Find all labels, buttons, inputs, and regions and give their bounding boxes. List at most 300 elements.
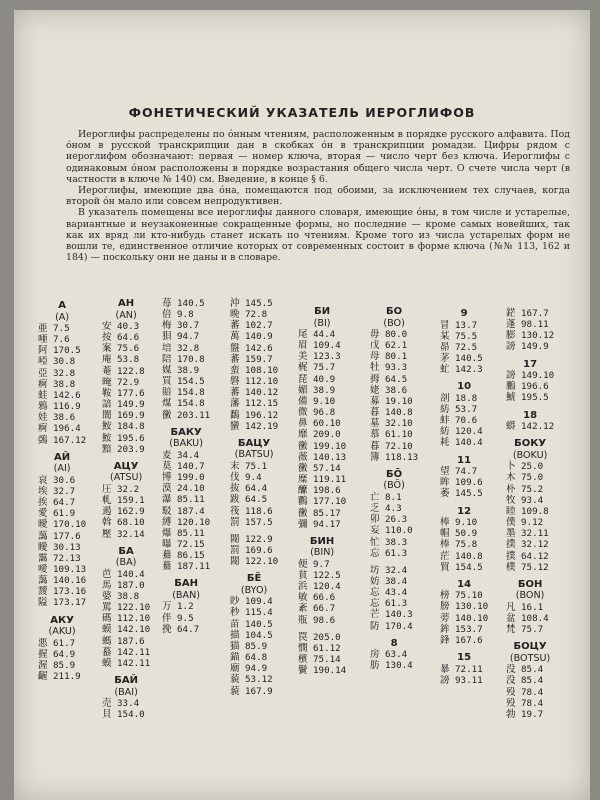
romaji-reading: (BATSU) [234,449,274,461]
radical-stroke-number: 32.4 [385,564,408,576]
kanji-glyph: 鼻 [298,418,308,430]
radical-stroke-number: 154.0 [117,709,145,721]
index-entry [102,709,150,720]
radical-stroke-number: 19.7 [521,708,544,720]
index-entry [370,374,418,385]
radical-stroke-number: 74.7 [455,466,478,478]
kanji-glyph: 妄 [370,525,380,537]
kanji-glyph: 蟆 [102,624,112,636]
radical-stroke-number: 64.8 [245,652,268,664]
kanji-glyph: 憫 [298,642,308,654]
radical-stroke-number: 72.15 [177,538,205,550]
kanji-glyph: 謗 [506,341,516,353]
kanji-glyph: 蛮 [230,364,240,376]
radical-stroke-number: 154.5 [177,376,205,388]
radical-stroke-number: 72.10 [385,440,413,452]
index-entry [230,641,278,652]
index-entry [162,517,210,528]
index-entry [38,497,86,508]
romaji-reading: (BAN) [172,589,200,601]
index-entry [230,619,278,630]
radical-stroke-number: 30.7 [177,320,200,332]
index-entry [440,426,488,437]
radical-stroke-number: 118.13 [385,451,419,463]
radical-stroke-number: 16.1 [521,601,544,613]
index-entry [230,534,278,545]
kanji-glyph: 蛙 [38,389,48,401]
kanji-glyph: 黯 [102,443,112,455]
index-entry [506,484,554,495]
radical-stroke-number: 64.12 [521,550,549,562]
reading-group [440,308,488,375]
index-entry [298,340,346,351]
radical-stroke-number: 145.5 [455,488,483,500]
radical-stroke-number: 61.7 [53,637,76,649]
radical-stroke-number: 167.9 [245,685,273,697]
index-entry [38,356,86,367]
index-entry [506,562,554,573]
romaji-reading: (AKU) [48,626,76,638]
reading-heading: 11 [457,454,472,466]
index-column-8 [506,308,554,726]
kanji-glyph: 謗 [506,370,516,382]
kanji-glyph: 蚌 [440,415,450,427]
radical-stroke-number: 108.4 [521,612,549,624]
index-entry [298,654,346,665]
index-entry [102,321,150,332]
index-entry [440,664,488,675]
radical-stroke-number: 159.7 [245,353,273,365]
reading-heading: АЦУ (ATSU) [102,461,150,484]
index-entry [38,671,86,682]
reading-heading: 15 [457,652,472,664]
radical-stroke-number: 177.6 [117,387,145,399]
kanji-glyph: 圧 [102,483,112,495]
index-entry [102,444,150,455]
radical-stroke-number: 72.5 [455,341,478,353]
index-entry [162,331,210,342]
kanji-glyph: 撲 [506,550,516,562]
index-entry [230,354,278,365]
kanji-glyph: 眉 [298,340,308,352]
index-entry [506,664,554,675]
kanji-glyph: 蟒 [506,421,516,433]
index-entry [102,647,150,658]
radical-stroke-number: 32.14 [117,528,145,540]
index-entry [230,556,278,567]
radical-stroke-number: 85.17 [313,507,341,519]
radical-stroke-number: 140.9 [245,331,273,343]
radical-stroke-number: 72.8 [245,309,268,321]
kanji-glyph: 秒 [230,607,240,619]
kanji-glyph: 棒 [440,517,450,529]
index-entry [162,354,210,365]
radical-stroke-number: 61.12 [313,642,341,654]
kanji-glyph: 闇 [102,410,112,422]
index-entry [298,385,346,396]
radical-stroke-number: 18.8 [455,392,478,404]
radical-stroke-number: 13.7 [455,319,478,331]
kanji-glyph: 撲 [506,539,516,551]
reading-group [440,381,488,448]
index-entry [298,559,346,570]
radical-stroke-number: 195.6 [117,432,145,444]
radical-stroke-number: 140.7 [177,460,205,472]
index-column-4 [230,298,278,703]
index-entry [230,365,278,376]
kanji-glyph: 陪 [162,353,172,365]
index-entry [370,452,418,463]
reading-heading: БОЦУ (BOTSU) [506,641,554,664]
kanji-glyph: 萎 [440,488,450,500]
index-entry [230,472,278,483]
kanji-glyph: 芭 [102,568,112,580]
kanji-glyph: 牧 [506,494,516,506]
radical-stroke-number: 102.7 [245,320,273,332]
reading-group [370,638,418,672]
index-entry [298,570,346,581]
kanji-glyph: 挨 [38,497,48,509]
kanji-glyph: 貝 [102,709,112,721]
radical-stroke-number: 30.13 [53,541,81,553]
kanji-glyph: 埃 [38,485,48,497]
reading-heading: БЁ (BYO) [230,573,278,596]
romaji-reading: (BA) [115,557,137,569]
reading-heading: БА (BA) [102,546,150,569]
kanji-glyph: 倍 [162,309,172,321]
kanji-glyph: 茅 [440,352,450,364]
index-entry [440,613,488,624]
index-entry [162,472,210,483]
radical-stroke-number: 32.8 [53,367,76,379]
kanji-glyph: 盤 [230,342,240,354]
index-entry [38,368,86,379]
reading-group [506,410,554,433]
index-entry [102,399,150,410]
radical-stroke-number: 142.11 [117,646,151,658]
radical-stroke-number: 38.9 [313,384,336,396]
index-entry [102,636,150,647]
radical-stroke-number: 177.10 [313,496,347,508]
index-entry [102,624,150,635]
index-entry [102,506,150,517]
radical-stroke-number: 122.9 [245,533,273,545]
kanji-glyph: 磐 [230,376,240,388]
radical-stroke-number: 142.6 [53,389,81,401]
radical-stroke-number: 94.17 [313,518,341,530]
index-entry [230,309,278,320]
kanji-glyph: 啞 [38,356,48,368]
kanji-glyph: 薇 [298,451,308,463]
index-entry [370,407,418,418]
kanji-glyph: 藹 [38,575,48,587]
kanji-glyph: 鞍 [102,387,112,399]
index-entry [102,388,150,399]
kanji-glyph: 殁 [506,697,516,709]
kanji-glyph: 望 [440,466,450,478]
index-entry [162,483,210,494]
kanji-glyph: 博 [162,472,172,484]
radical-stroke-number: 122.10 [117,602,151,614]
radical-stroke-number: 119.11 [313,474,347,486]
radical-stroke-number: 26.3 [385,514,408,526]
kanji-glyph: 莫 [162,460,172,472]
index-entry [440,635,488,646]
kanji-glyph: 樸 [506,561,516,573]
radical-stroke-number: 64.5 [385,373,408,385]
radical-stroke-number: 140.5 [245,618,273,630]
radical-stroke-number: 199.10 [313,440,347,452]
index-entry [440,404,488,415]
romaji-reading: (BI) [313,317,331,329]
index-entry [38,553,86,564]
kanji-glyph: 尾 [298,329,308,340]
kanji-glyph: 盆 [506,612,516,624]
index-entry [38,660,86,671]
radical-stroke-number: 203.9 [117,443,145,455]
index-entry [506,330,554,341]
kanji-glyph: 忘 [370,587,380,599]
index-entry [298,362,346,373]
radical-stroke-number: 120.4 [313,581,341,593]
index-entry [370,351,418,362]
kanji-glyph: 馬 [102,579,112,591]
radical-stroke-number: 170.5 [53,345,81,357]
reading-heading: БАН (BAN) [162,578,210,601]
index-entry [38,586,86,597]
index-entry [162,410,210,421]
index-entry [370,660,418,671]
kanji-glyph: 僕 [506,517,516,529]
index-entry [38,597,86,608]
index-entry [298,474,346,485]
radical-stroke-number: 140.12 [245,387,279,399]
radical-stroke-number: 70.6 [455,415,478,427]
radical-stroke-number: 72.9 [117,376,140,388]
kanji-glyph: 哀 [38,474,48,486]
radical-stroke-number: 19.10 [385,395,413,407]
radical-stroke-number: 75.8 [455,539,478,551]
reading-group [506,359,554,404]
radical-stroke-number: 30.8 [53,356,76,368]
index-entry [38,649,86,660]
radical-stroke-number: 85.9 [53,659,76,671]
radical-stroke-number: 75.2 [521,483,544,495]
radical-stroke-number: 62.1 [385,340,408,352]
page-title: ФОНЕТИЧЕСКИЙ УКАЗАТЕЛЬ ИЕРОГЛИФОВ [128,105,476,120]
reading-group [370,565,418,632]
index-entry [162,376,210,387]
radical-stroke-number: 110.0 [385,525,413,537]
romaji-reading: (BOTSU) [509,652,551,664]
kanji-glyph: 案 [102,343,112,355]
index-entry [162,387,210,398]
kanji-glyph: 閥 [230,556,240,568]
index-entry [230,398,278,409]
kanji-glyph: 鋒 [440,634,450,646]
reading-group [38,452,86,609]
kanji-glyph: 亡 [370,491,380,503]
index-entry [298,329,346,340]
reading-group [102,298,150,455]
radical-stroke-number: 93.11 [455,674,483,686]
kanji-glyph: 罰 [230,516,240,528]
kanji-glyph: 眇 [230,596,240,608]
kanji-glyph: 媒 [162,364,172,376]
kanji-glyph: 曝 [162,538,172,550]
index-entry [102,580,150,591]
radical-stroke-number: 75.5 [455,330,478,342]
index-entry [162,561,210,572]
reading-heading: БО (BO) [370,306,418,329]
radical-stroke-number: 43.4 [385,587,408,599]
radical-stroke-number: 112.15 [245,398,279,410]
index-entry [506,392,554,403]
reading-heading: БОН (BON) [506,579,554,602]
index-entry [298,441,346,452]
radical-stroke-number: 75.6 [117,343,140,355]
index-entry [38,475,86,486]
kanji-glyph: 万 [162,601,172,613]
index-entry [102,377,150,388]
kanji-glyph: 藐 [230,685,240,697]
romaji-reading: (BO) [383,317,405,329]
kanji-glyph: 眸 [440,477,450,489]
reading-group [38,615,86,683]
reading-group [162,578,210,634]
radical-stroke-number: 53.8 [117,354,140,366]
index-entry [370,441,418,452]
radical-stroke-number: 64.9 [53,648,76,660]
radical-stroke-number: 187.6 [117,635,145,647]
index-entry [230,343,278,354]
reading-heading: 10 [457,381,472,393]
romaji-reading: (BYO) [240,584,268,596]
radical-stroke-number: 75.10 [455,590,483,602]
kanji-glyph: 培 [162,342,172,354]
radical-stroke-number: 85.11 [177,527,205,539]
kanji-glyph: 伐 [230,472,240,484]
index-entry [440,353,488,364]
radical-stroke-number: 1.2 [177,601,194,613]
kanji-glyph: 忙 [370,536,380,548]
kanji-glyph: 朴 [506,483,516,495]
index-entry [440,624,488,635]
radical-stroke-number: 85.11 [177,494,205,506]
kanji-glyph: 藹 [38,530,48,542]
kanji-glyph: 微 [298,407,308,419]
kanji-glyph: 貧 [298,569,308,581]
kanji-glyph: 乏 [370,503,380,515]
radical-stroke-number: 40.3 [117,321,140,332]
index-entry [230,630,278,641]
intro-paragraph-2: Иероглифы, имеющие два óна, помещаются под обоими, за исключением тех случаев, когда второй óн мало или совсем непродуктивен. [66,185,570,208]
index-entry [102,658,150,669]
radical-stroke-number: 142.12 [521,421,555,433]
radical-stroke-number: 123.3 [313,351,341,363]
index-entry [440,415,488,426]
radical-stroke-number: 167.7 [521,308,549,319]
kanji-glyph: 瀑 [162,494,172,506]
radical-stroke-number: 140.5 [455,352,483,364]
index-entry [506,308,554,319]
radical-stroke-number: 140.10 [455,612,489,624]
radical-stroke-number: 140.8 [455,550,483,562]
kanji-glyph: 妨 [370,575,380,587]
kanji-glyph: 筏 [230,505,240,517]
radical-stroke-number: 169.6 [245,544,273,556]
reading-group [506,438,554,573]
kanji-glyph: 睦 [506,505,516,517]
radical-stroke-number: 167.12 [53,434,87,446]
index-entry [162,398,210,409]
kanji-glyph: 売 [102,698,112,710]
kanji-glyph: 帽 [440,528,450,540]
kanji-glyph: 拇 [370,373,380,385]
kanji-glyph: 靉 [38,586,48,598]
radical-stroke-number: 8.1 [385,491,402,503]
index-entry [506,472,554,483]
radical-stroke-number: 72.11 [455,663,483,675]
index-entry [298,603,346,614]
radical-stroke-number: 38.9 [177,364,200,376]
radical-stroke-number: 154.8 [177,398,205,410]
index-entry [370,503,418,514]
index-entry [298,407,346,418]
reading-group [440,652,488,686]
kanji-glyph: 愛 [38,508,48,520]
radical-stroke-number: 96.8 [313,407,336,419]
kanji-glyph: 萬 [230,331,240,343]
radical-stroke-number: 211.9 [53,671,81,683]
kanji-glyph: 跋 [230,494,240,506]
kanji-glyph: 黴 [298,462,308,474]
index-entry [230,596,278,607]
index-entry [38,542,86,553]
kanji-glyph: 肪 [370,660,380,672]
index-entry [38,531,86,542]
index-entry [440,437,488,448]
reading-group [230,438,278,528]
kanji-glyph: 殁 [506,686,516,698]
index-entry [38,435,86,446]
index-column-7 [440,308,488,692]
radical-stroke-number: 80.1 [385,351,408,363]
index-entry [506,687,554,698]
kanji-glyph: 螞 [102,635,112,647]
index-entry [230,376,278,387]
radical-stroke-number: 142.6 [245,342,273,354]
radical-stroke-number: 109.6 [455,477,483,489]
kanji-glyph: 鵶 [38,434,48,446]
index-entry [230,674,278,685]
kanji-glyph: 苺 [162,298,172,309]
radical-stroke-number: 187.4 [177,505,205,517]
kanji-glyph: 蕃 [230,387,240,399]
radical-stroke-number: 167.6 [455,634,483,646]
kanji-glyph: 鋩 [506,308,516,319]
reading-group [230,534,278,567]
index-entry [506,506,554,517]
radical-stroke-number: 130.10 [455,601,489,613]
kanji-glyph: 握 [38,648,48,660]
kanji-glyph: 菴 [102,365,112,377]
kanji-glyph: 壓 [102,528,112,540]
radical-stroke-number: 61.3 [385,598,408,610]
kanji-glyph: 鸜 [298,496,308,508]
kanji-glyph: 母 [370,351,380,363]
kanji-glyph: 罰 [230,544,240,556]
